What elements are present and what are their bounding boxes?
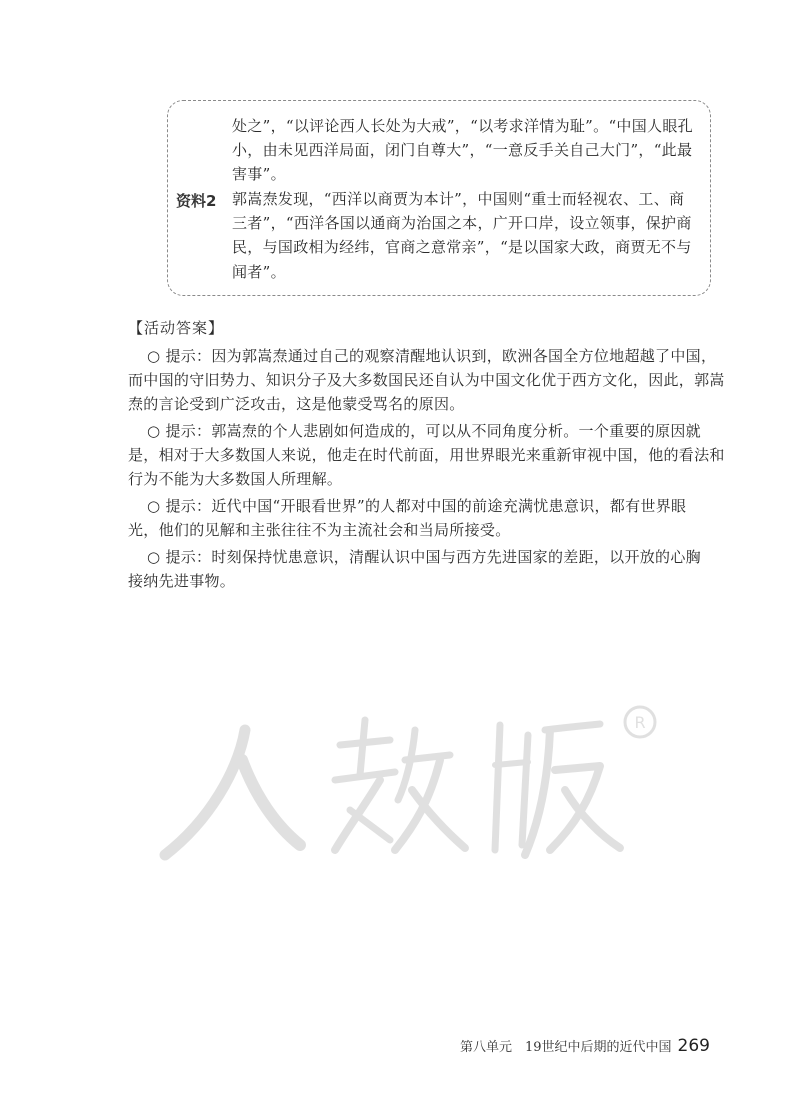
- registered-mark: R: [634, 713, 646, 732]
- box-line: 小，由未见西洋局面，闭门自尊大”，“一意反手关自己大门”，“此最: [232, 141, 693, 159]
- page-footer: [460, 1036, 710, 1056]
- answer-line: ○ 提示：因为郭嵩焘通过自己的观察清醒地认识到，欧洲各国全方位地超越了中国，: [147, 347, 717, 365]
- answer-line: 而中国的守旧势力、知识分子及大多数国民还自认为中国文化优于西方文化，因此，郭嵩: [128, 371, 725, 389]
- answer-line: 是，相对于大多数国人来说，他走在时代前面，用世界眼光来重新审视中国，他的看法和: [128, 446, 725, 464]
- answer-line: ○ 提示：时刻保持忧患意识，清醒认识中国与西方先进国家的差距，以开放的心胸: [147, 548, 701, 566]
- box-line: 处之”，“以评论西人长处为大戒”，“以考求洋情为耻”。“中国人眼孔: [232, 117, 693, 135]
- answer-line: ○ 提示：近代中国“开眼看世界”的人都对中国的前途充满忧患意识，都有世界眼: [147, 497, 687, 515]
- answer-line: ○ 提示：郭嵩焘的个人悲剧如何造成的，可以从不同角度分析。一个重要的原因就: [147, 422, 701, 440]
- publisher-watermark-logo: [150, 700, 670, 870]
- answer-line: 焘的言论受到广泛攻击，这是他蒙受骂名的原因。: [128, 395, 465, 413]
- answer-line: 光，他们的见解和主张往往不为主流社会和当局所接受。: [128, 521, 511, 539]
- answer-line: 行为不能为大多数国人所理解。: [128, 470, 343, 488]
- material-2-line: 闻者”。: [232, 263, 286, 281]
- material-2-line: 民，与国政相为经纬，官商之意常亲”，“是以国家大政，商贾无不与: [232, 238, 692, 256]
- answers-heading: 【活动答案】: [128, 319, 225, 337]
- material-2-tag: 资料2: [176, 192, 217, 210]
- page-number: 269: [677, 1036, 710, 1056]
- box-line: 害事”。: [232, 165, 286, 183]
- material-2-line: 三者”，“西洋各国以通商为治国之本，广开口岸，设立领事，保护商: [232, 214, 692, 232]
- material-2-line: 郭嵩焘发现，“西洋以商贾为本计”，中国则“重士而轻视农、工、商: [232, 190, 685, 208]
- footer-unit-title: 第八单元 19世纪中后期的近代中国: [460, 1040, 672, 1055]
- answer-line: 接纳先进事物。: [128, 572, 236, 590]
